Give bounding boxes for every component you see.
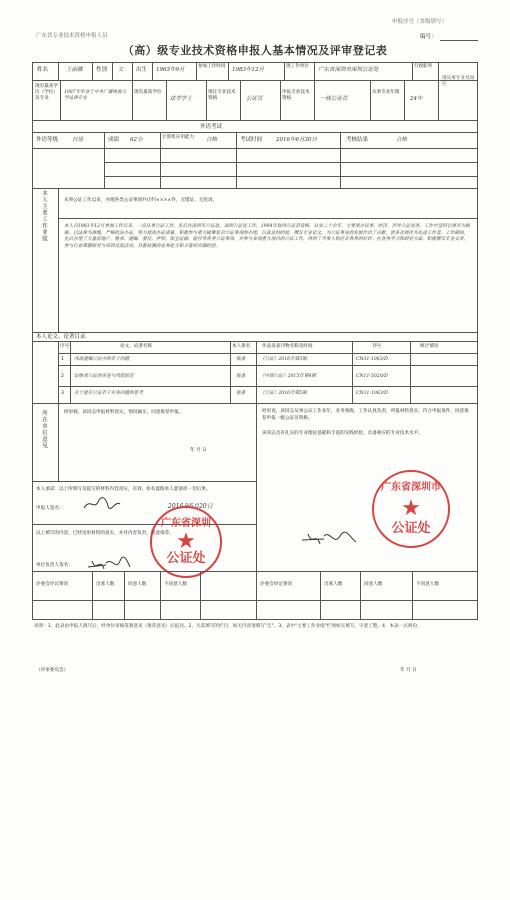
- exam-date-value: 2016年6月30日: [276, 137, 317, 143]
- degree-label: 现有最高学位: [134, 90, 162, 95]
- paper-row-journal: 《公证》2016年第3期: [260, 357, 307, 362]
- vote-attend-label: 出席人数: [96, 582, 115, 587]
- paper-row-rank: 独著: [236, 357, 246, 362]
- paper-row-rank: 独著: [236, 374, 246, 379]
- paper-row-rank: 独著: [236, 391, 246, 396]
- admin-label: 行政职务: [414, 64, 433, 69]
- exam-section-title: 外语考试: [200, 124, 223, 130]
- current-title-value: 公证员: [246, 96, 263, 102]
- degree-value: 法学学士: [170, 96, 193, 102]
- paper-row-no: 2: [61, 374, 64, 379]
- review-paragraph-2: 该同志具有扎实的专业理论基础和丰富的实践经验，具备相应的专业技术水平。: [262, 431, 423, 436]
- years-value: 24年: [410, 96, 423, 102]
- sex-label: 性别: [96, 67, 108, 73]
- work-start-value: 1983年12月: [232, 67, 264, 73]
- review-disagree-label: 不同意人数: [416, 582, 439, 587]
- header-top-left: 广东省专业技术资格申报人员: [36, 33, 108, 39]
- apply-title-value: 一级公证员: [320, 96, 348, 102]
- work-section-title: 本人主要工作业绩: [41, 190, 47, 242]
- paper-row-title: 关于提存公证若干实务问题的思考: [74, 391, 143, 396]
- papers-header-issn: 刊号: [372, 344, 382, 349]
- foreign-value: 日语: [72, 137, 84, 143]
- birth-label: 出生: [136, 67, 148, 73]
- dept-sign-label: 单位负责人签名：: [36, 563, 73, 568]
- vote-disagree-label: 不同意人数: [164, 582, 187, 587]
- paper-row-journal: 《中国公证》2015年第4期: [260, 374, 316, 379]
- paper-row-no: 3: [61, 391, 64, 396]
- review-agree-label: 同意人数: [364, 582, 383, 587]
- paper-row-issn: CN31-1063/D: [356, 357, 388, 362]
- paper-row-title: 浅谈遗嘱公证中的若干问题: [74, 357, 130, 362]
- foreign-label: 外语等级: [36, 137, 59, 143]
- exam-date-label: 考试时间: [240, 137, 263, 143]
- unit-opinion-label: 所在单位意见: [41, 410, 47, 449]
- unit-value: 广东省深圳市深圳公证处: [318, 67, 379, 73]
- computer-value: 合格: [206, 137, 218, 143]
- commitment-sign-label: 申报人签名：: [36, 506, 64, 511]
- current-title-label: 现任专业技术资格: [208, 90, 236, 101]
- applicant-signature: [82, 496, 122, 512]
- papers-header-title: 论文、论著名称: [120, 344, 153, 349]
- registration-form-page: 广东省专业技术资格申报人员 申报序号（各级填写） 编号： （高）级专业技术资格申报人基本情况及评审登记表 姓名 王丽娜 性别 女 出生 1963年9月 参加工作时间 1983年12月 现工作单位 广东省深圳市深圳公证处 行政职务 现有最高学历（学位）及专业 1987年毕业于中央广播电视大学法律专业 现有最高学位 法学学士 现任专业技术资格 公证员 申报专业技术资格 一级公证员 从事专业年限 24年 现从事专业及岗位 外语考试 外语等级 日语 成绩 62分 计算机应用能力 合格 考试时间 2016年6月30日 考核结果 合格 本人主要工作业绩 从事公证工作以来，办理各类公证事项共计约××××件，无错证、无投诉。 本人自1983年12月参加工作以来，一直从事公证工作，先后在深圳市公证处、深圳公证处工作。1994年取得公证员资格，从业二十余年，主要承办民事、经济、涉外公证业务。工作中坚持以事实为根据，以法律为准绳，严格依法办证，努力提高办证质量，积极参与重大疑难复杂公证事项的办理，认真总结经验，撰写专业论文，为公证事业的发展作出了贡献。曾多次被评为先进工作者。工作期间，先后办理了大量房地产、继承、遗嘱、委托、声明、保全证据、提存等各类公证事项，并参与多项重大项目的公证工作，得到了当事人和社会各界的好评。在业务学习和研究方面，积极撰写专业文章，参与行业课题研究与培训交流活动，具备较强的业务能力和丰富的实践经验。 本人论文、论著目录 序号 论文、论著名称 本人排名 作品发表刊物名称及时间 刊号 统计情况 1 浅谈遗嘱公证中的若干问题 独著 《公证》2016年第3期 CN31-1063/D 2 论继承公证的审查与风险防范 独著 《中国公证》2015年第4期 CN11-5020/D 3 关于提存公证若干实务问题的思考 独著 《公证》2016年第5期 CN31-1063/D 所在单位意见 经审核，该同志申报材料真实，情况属实，同意推荐申报。 年 月 日 经审查，该同志从事公证工作多年，业务熟练，工作认真负责，所报材料真实，符合申报条件，同意推荐申报一级公证员资格。 该同志具有扎实的专业理论基础和丰富的实践经验，具备相应的专业技术水平。 本人承诺：以上所填写及提交的材料内容真实，有效，如有虚假本人愿承担一切后果。 申报人签名： 2016年6月20日 以上填写的内容、已经送审材料的真实，并对内容负责、同意推荐。 单位负责人签名： 广东省深圳 ★ 公证处 广东省深圳市 ★ 公证处 评委会评议情况 出席人数 同意人数 不同意人数 评委会审定情况 出席人数 同意人数 不同意人数 说明：1、此表由申报人填写后，经单位审核签署意见（推荐意见）后报送。2、凡需填写的栏目，如无内容请填写"无"。3、表中"主要工作业绩"栏须如实填写，字迹工整。4、本表一式两份。 （评审委员会） 年 月 日: [0, 0, 510, 900]
- commitment-date: 2016年6月20日: [168, 503, 213, 510]
- exam-result-label: 考核结果: [346, 137, 369, 143]
- computer-label: 计算机应用能力: [162, 135, 195, 140]
- paper-row-journal: 《公证》2016年第5期: [260, 391, 307, 396]
- papers-header-stat: 统计情况: [420, 344, 439, 349]
- dept-opinion-text: 以上填写的内容、已经送审材料的真实，并对内容负责、同意推荐。: [36, 531, 174, 536]
- number-label: 编号：: [420, 34, 437, 40]
- exam-result-value: 合格: [396, 137, 408, 143]
- paper-row-title: 论继承公证的审查与风险防范: [74, 374, 134, 379]
- unit-opinion-text: 经审核，该同志申报材料真实，情况属实，同意推荐申报。: [64, 410, 184, 415]
- bottom-right-date: 年 月 日: [400, 668, 417, 673]
- review-committee-label: 评委会审定情况: [260, 582, 293, 587]
- years-label: 从事专业年限: [372, 90, 400, 95]
- work-intro: 从事公证工作以来，办理各类公证事项共计约××××件，无错证、无投诉。: [64, 198, 218, 203]
- page-title: （高）级专业技术资格申报人基本情况及评审登记表: [122, 44, 388, 57]
- review-attend-label: 出席人数: [324, 582, 343, 587]
- unit-opinion-date: 年 月 日: [190, 448, 207, 453]
- official-seal-left: 广东省深圳 ★ 公证处: [150, 506, 222, 578]
- name-value: 王丽娜: [66, 67, 83, 73]
- papers-header-journal: 作品发表刊物名称及时间: [262, 344, 313, 349]
- name-label: 姓名: [37, 67, 49, 73]
- unit-label: 现工作单位: [286, 64, 309, 69]
- vote-agree-label: 同意人数: [128, 582, 147, 587]
- footnote: 说明：1、此表由申报人填写后，经单位审核签署意见（推荐意见）后报送。2、凡需填写的栏目，如无内容请填写"无"。3、表中"主要工作业绩"栏须如实填写，字迹工整。4、本表一式两份。: [34, 624, 422, 629]
- papers-section-title: 本人论文、论著目录: [36, 334, 86, 340]
- edu-value: 1987年毕业于中央广播电视大学法律专业: [64, 90, 127, 101]
- review-paragraph: 经审查，该同志从事公证工作多年，业务熟练，工作认真负责，所报材料真实，符合申报条件，同意推荐申报一级公证员资格。: [262, 409, 469, 421]
- work-body: 本人自1983年12月参加工作以来，一直从事公证工作，先后在深圳市公证处、深圳公证处工作。1994年取得公证员资格，从业二十余年，主要承办民事、经济、涉外公证业务。工作中坚持以事实为根据，以法律为准绳，严格依法办证，努力提高办证质量，积极参与重大疑难复杂公证事项的办理，认真总结经验，撰写专业论文，为公证事业的发展作出了贡献。曾多次被评为先进工作者。工作期间，先后办理了大量房地产、继承、遗嘱、委托、声明、保全证据、提存等各类公证事项，并参与多项重大项目的公证工作，得到了当事人和社会各界的好评。在业务学习和研究方面，积极撰写专业文章，参与行业课题研究与培训交流活动，具备较强的业务能力和丰富的实践经验。: [64, 224, 470, 249]
- papers-header-no: 序号: [60, 344, 70, 349]
- birth-value: 1963年9月: [156, 67, 185, 73]
- foreign-score-value: 62分: [130, 137, 143, 143]
- paper-row-issn: CN31-1063/D: [356, 391, 388, 396]
- header-top-right: 申报序号（各级填写）: [392, 19, 448, 25]
- paper-row-no: 1: [61, 357, 64, 362]
- foreign-score-label: 成绩: [108, 137, 120, 143]
- edu-label: 现有最高学历（学位）及专业: [35, 84, 58, 101]
- reviewer-signature: [300, 528, 358, 550]
- bottom-left-note: （评审委员会）: [36, 668, 69, 673]
- commitment-text: 本人承诺：以上所填写及提交的材料内容真实，有效，如有虚假本人愿承担一切后果。: [36, 487, 211, 492]
- papers-header-rank: 本人排名: [232, 344, 251, 349]
- work-start-label: 参加工作时间: [198, 64, 226, 69]
- sex-value: 女: [118, 67, 124, 73]
- paper-row-issn: CN11-5020/D: [356, 374, 388, 379]
- vote-committee-label: 评委会评议情况: [36, 582, 69, 587]
- apply-title-label: 申报专业技术资格: [282, 90, 310, 101]
- official-seal-right: 广东省深圳市 ★ 公证处: [372, 470, 450, 548]
